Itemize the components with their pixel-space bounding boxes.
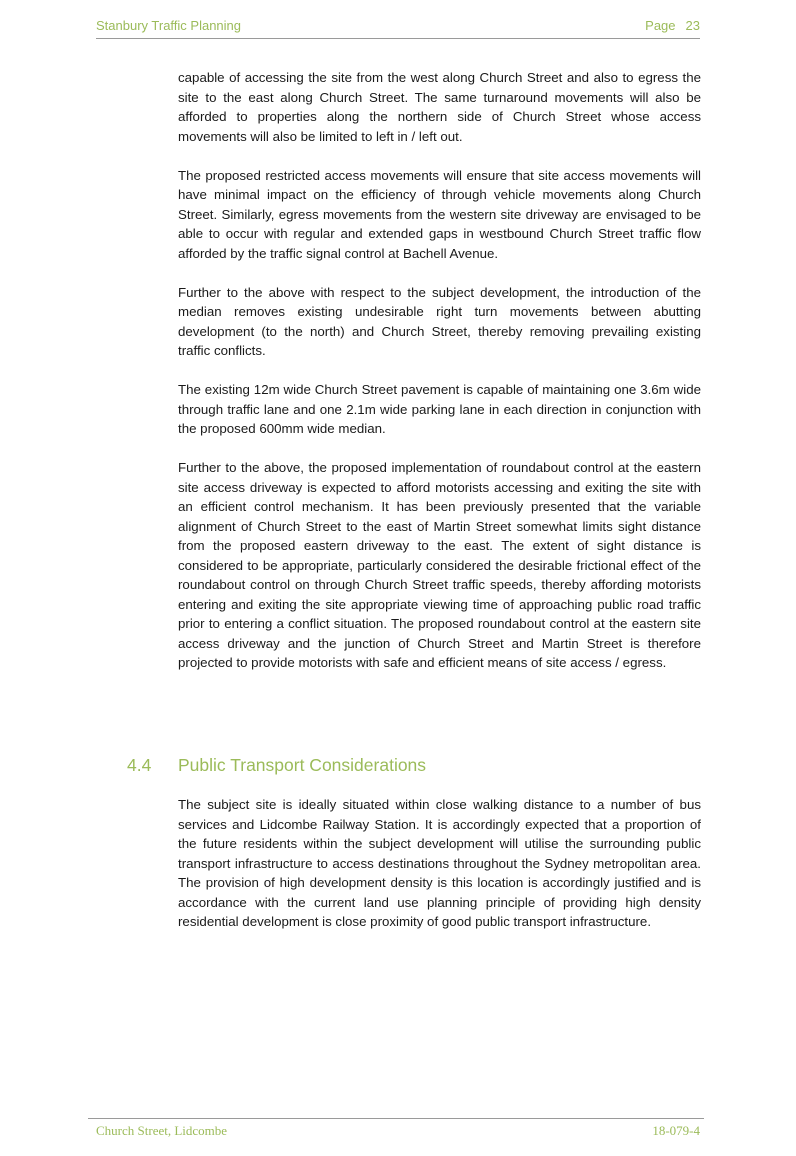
page-label: Page <box>645 18 676 33</box>
company-name: Stanbury Traffic Planning <box>96 18 242 33</box>
section-number: 4.4 <box>127 755 152 775</box>
paragraph: The proposed restricted access movements will ensure that site access movements will have minimal impact on the efficiency of through vehicle movements along Church Street. Similarly, egress movements from the western site driveway are envisaged to be able to occur with regular and extended gaps in westbound Church Street traffic flow afforded by the traffic signal control at Bachell Avenue. <box>178 167 701 261</box>
page-number: 23 <box>685 18 700 33</box>
page-indicator <box>645 18 700 33</box>
paragraph: The subject site is ideally situated within close walking distance to a number of bus services and Lidcombe Railway Station. It is accordingly expected that a proportion of the future residents within the subject development will utilise the surrounding public transport infrastructure to access destinations throughout the Sydney metropolitan area. The provision of high development density is this location is accordingly justified and is accordance with the current land use planning principle of providing high density residential development is close proximity of good public transport infrastructure. <box>178 797 701 929</box>
paragraph: Further to the above, the proposed implementation of roundabout control at the eastern site access driveway is expected to afford motorists accessing and exiting the site with an efficient control mechanism. It has been previously presented that the variable alignment of Church Street to the east of Martin Street somewhat limits sight distance from the proposed eastern driveway to the east. The extent of sight distance is considered to be appropriate, particularly considered the desirable frictional effect of the roundabout control on through Church Street traffic speeds, thereby affording motorists entering and exiting the site appropriate viewing time of approaching public road traffic prior to entering a conflict situation. The proposed roundabout control at the eastern site access driveway and the junction of Church Street and Martin Street is therefore projected to provide motorists with safe and efficient means of site access / egress. <box>178 460 701 670</box>
body-text <box>178 68 701 692</box>
page-header <box>96 16 700 39</box>
document-reference: 18-079-4 <box>652 1123 700 1138</box>
section-title: Public Transport Considerations <box>178 755 427 775</box>
paragraph: The existing 12m wide Church Street pavement is capable of maintaining one 3.6m wide through traffic lane and one 2.1m wide parking lane in each direction in conjunction with the proposed 600mm wide median. <box>178 382 701 436</box>
section-body <box>178 795 701 951</box>
paragraph: capable of accessing the site from the west along Church Street and also to egress the site to the east along Church Street. The same turnaround movements will also be afforded to properties along the northern side of Church Street whose access movements will also be limited to left in / left out. <box>178 70 701 144</box>
page-footer <box>88 1118 704 1138</box>
paragraph: Further to the above with respect to the subject development, the introduction of the median removes existing undesirable right turn movements between abutting development (to the north) and Church Street, thereby removing prevailing existing traffic conflicts. <box>178 284 701 358</box>
project-name: Church Street, Lidcombe <box>96 1123 228 1138</box>
